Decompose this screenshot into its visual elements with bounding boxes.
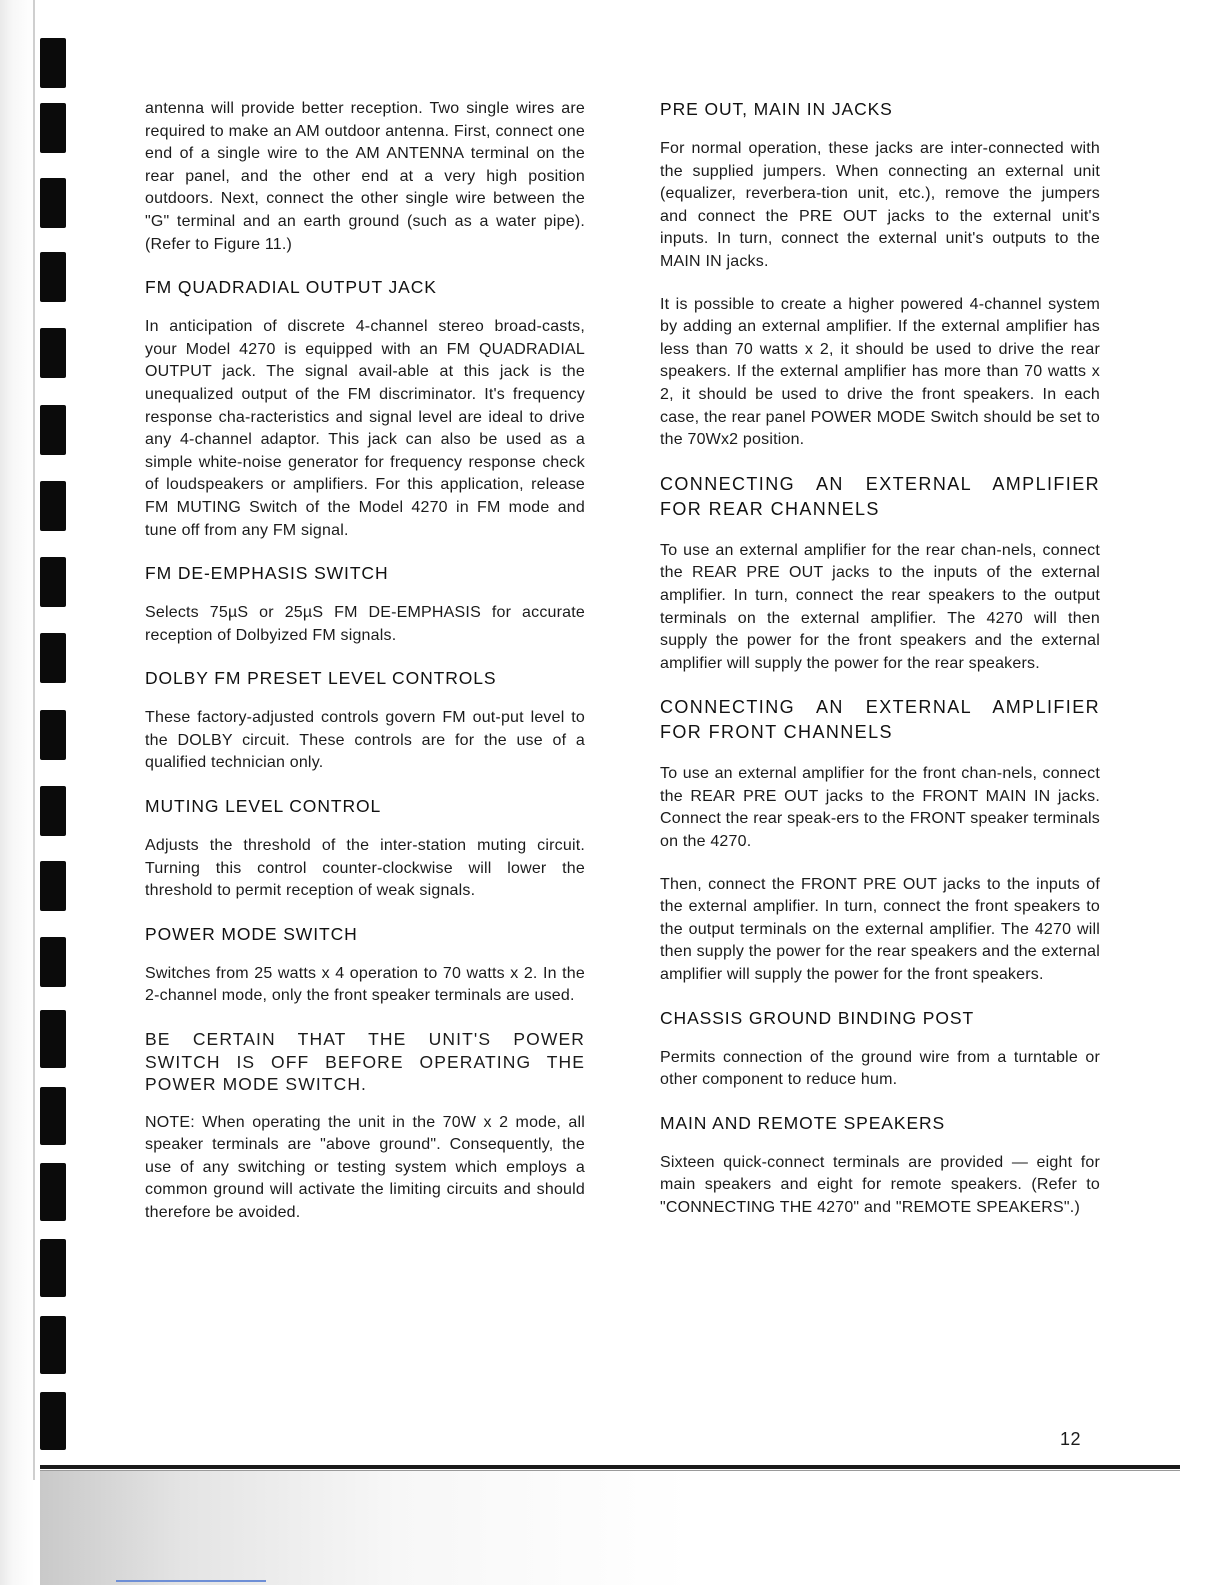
page-number: 12 [1060, 1429, 1082, 1449]
binding-hole [40, 481, 66, 531]
speakers-paragraph: Sixteen quick-connect terminals are provided — eight for main speakers and eight for remote speakers. (Refer to "CONNECTING THE 4270" and "REMOTE SPEAKERS".) [660, 1153, 1100, 1216]
lower-page-shadow [40, 1471, 1225, 1585]
section-heading: MUTING LEVEL CONTROL [145, 796, 382, 817]
binding-hole [40, 103, 66, 153]
binding-hole [40, 633, 66, 683]
note-paragraph: NOTE: When operating the unit in the 70W x 2 mode, all speaker terminals are "above ground". Consequently, the use of any switching or testing system which employs a common ground will activate the limiting circuits and should therefore be avoided. [145, 1113, 585, 1221]
binding-hole [40, 1239, 66, 1297]
binding-hole [40, 557, 66, 607]
binding-hole [40, 937, 66, 987]
binding-hole [40, 1010, 66, 1068]
footer-rule [40, 1465, 1180, 1469]
dolby-paragraph: These factory-adjusted controls govern FM out-put level to the DOLBY circuit. These controls are for the use of a qualified technician only. [145, 709, 585, 772]
section-heading: FM QUADRADIAL OUTPUT JACK [145, 277, 437, 298]
binding-hole [40, 786, 66, 836]
section-heading: CONNECTING AN EXTERNAL AMPLIFIER FOR REAR CHANNELS [660, 473, 1100, 519]
binding-hole [40, 1392, 66, 1450]
section-heading: CONNECTING AN EXTERNAL AMPLIFIER FOR FRONT CHANNELS [660, 697, 1100, 743]
binding-hole [40, 1163, 66, 1221]
right-column [660, 98, 1100, 1220]
section-heading: DOLBY FM PRESET LEVEL CONTROLS [145, 668, 497, 689]
pre-out-paragraph: For normal operation, these jacks are inter-connected with the supplied jumpers. When connecting an external unit (equalizer, reverbera-tion unit, etc.), remove the jumpers and connect the PRE OUT jacks to the external unit's inputs. In turn, connect the external unit's outputs to the MAIN IN jacks. [660, 140, 1100, 270]
higher-power-paragraph: It is possible to create a higher powered 4-channel system by adding an external amplifier. If the external amplifier has less than 70 watts x 2, it should be used to drive the rear speakers. If the external amplifier has more than 70 watts x 2, it should be used to drive the front speakers. In each case, the rear panel POWER MODE Switch should be set to the 70Wx2 position. [660, 295, 1100, 449]
section-heading: POWER MODE SWITCH [145, 923, 358, 944]
front-amp-paragraph: To use an external amplifier for the front chan-nels, connect the REAR PRE OUT jacks to the FRONT MAIN IN jacks. Connect the rear speak-ers to the FRONT speaker terminals on the 4270. [660, 765, 1100, 851]
rear-amp-paragraph: To use an external amplifier for the rear chan-nels, connect the REAR PRE OUT jacks to the inputs of the external amplifier. In turn, connect the rear speakers to the output terminals on the external amplifier. The 4270 will then supply the power for the front speakers and the external amplifier will supply the power for the rear speakers. [660, 541, 1100, 672]
binding-hole [40, 710, 66, 760]
binding-hole [40, 38, 66, 88]
binding-hole [40, 328, 66, 378]
binding-hole [40, 405, 66, 455]
section-heading: FM DE-EMPHASIS SWITCH [145, 563, 389, 584]
binding-hole [40, 1087, 66, 1145]
power-mode-paragraph: Switches from 25 watts x 4 operation to 70 watts x 2. In the 2-channel mode, only the front speaker terminals are used. [145, 964, 585, 1005]
muting-paragraph: Adjusts the threshold of the inter-station muting circuit. Turning this control counter-clockwise will lower the threshold to permit reception of weak signals. [145, 837, 585, 900]
antenna-paragraph: antenna will provide better reception. Two single wires are required to make an AM outdoor antenna. First, connect one end of a single wire to the AM ANTENNA terminal on the rear panel, and the other end at a very high position outdoors. Next, connect the other single wire between the "G" terminal and an earth ground (such as a water pipe). (Refer to Figure 11.) [145, 100, 585, 253]
binding-hole [40, 178, 66, 228]
page-edge-mark [116, 1580, 266, 1582]
left-column [145, 98, 585, 1225]
ground-post-paragraph: Permits connection of the ground wire from a turntable or other component to reduce hum. [660, 1048, 1100, 1089]
quadradial-paragraph: In anticipation of discrete 4-channel stereo broad-casts, your Model 4270 is equipped with an FM QUADRADIAL OUTPUT jack. The signal avail-able at this jack is the unequalized output of the FM discriminator. It's frequency response cha-racteristics and signal level are ideal to drive any 4-channel adaptor. This jack can also be used as a simple white-noise generator for frequency response check of loudspeakers or amplifiers. For this application, release FM MUTING Switch of the Model 4270 in FM mode and tune off from any FM signal. [145, 318, 585, 539]
front-amp-paragraph-2: Then, connect the FRONT PRE OUT jacks to the inputs of the external amplifier. In turn, connect the front speakers to the output terminals on the external amplifier. The 4270 will then supply the power for the rear speakers and the external amplifier will supply the power for the front speakers. [660, 875, 1100, 984]
binding-edge [33, 0, 35, 1480]
binding-hole [40, 1316, 66, 1374]
binding-hole [40, 252, 66, 302]
section-heading: CHASSIS GROUND BINDING POST [660, 1007, 975, 1028]
section-heading: MAIN AND REMOTE SPEAKERS [660, 1112, 946, 1133]
de-emphasis-paragraph: Selects 75µS or 25µS FM DE-EMPHASIS for accurate reception of Dolbyized FM signals. [145, 604, 585, 644]
section-heading: PRE OUT, MAIN IN JACKS [660, 99, 893, 119]
warning-text: BE CERTAIN THAT THE UNIT'S POWER SWITCH IS OFF BEFORE OPERATING THE POWER MODE SWITCH. [145, 1029, 585, 1095]
binding-hole [40, 861, 66, 911]
